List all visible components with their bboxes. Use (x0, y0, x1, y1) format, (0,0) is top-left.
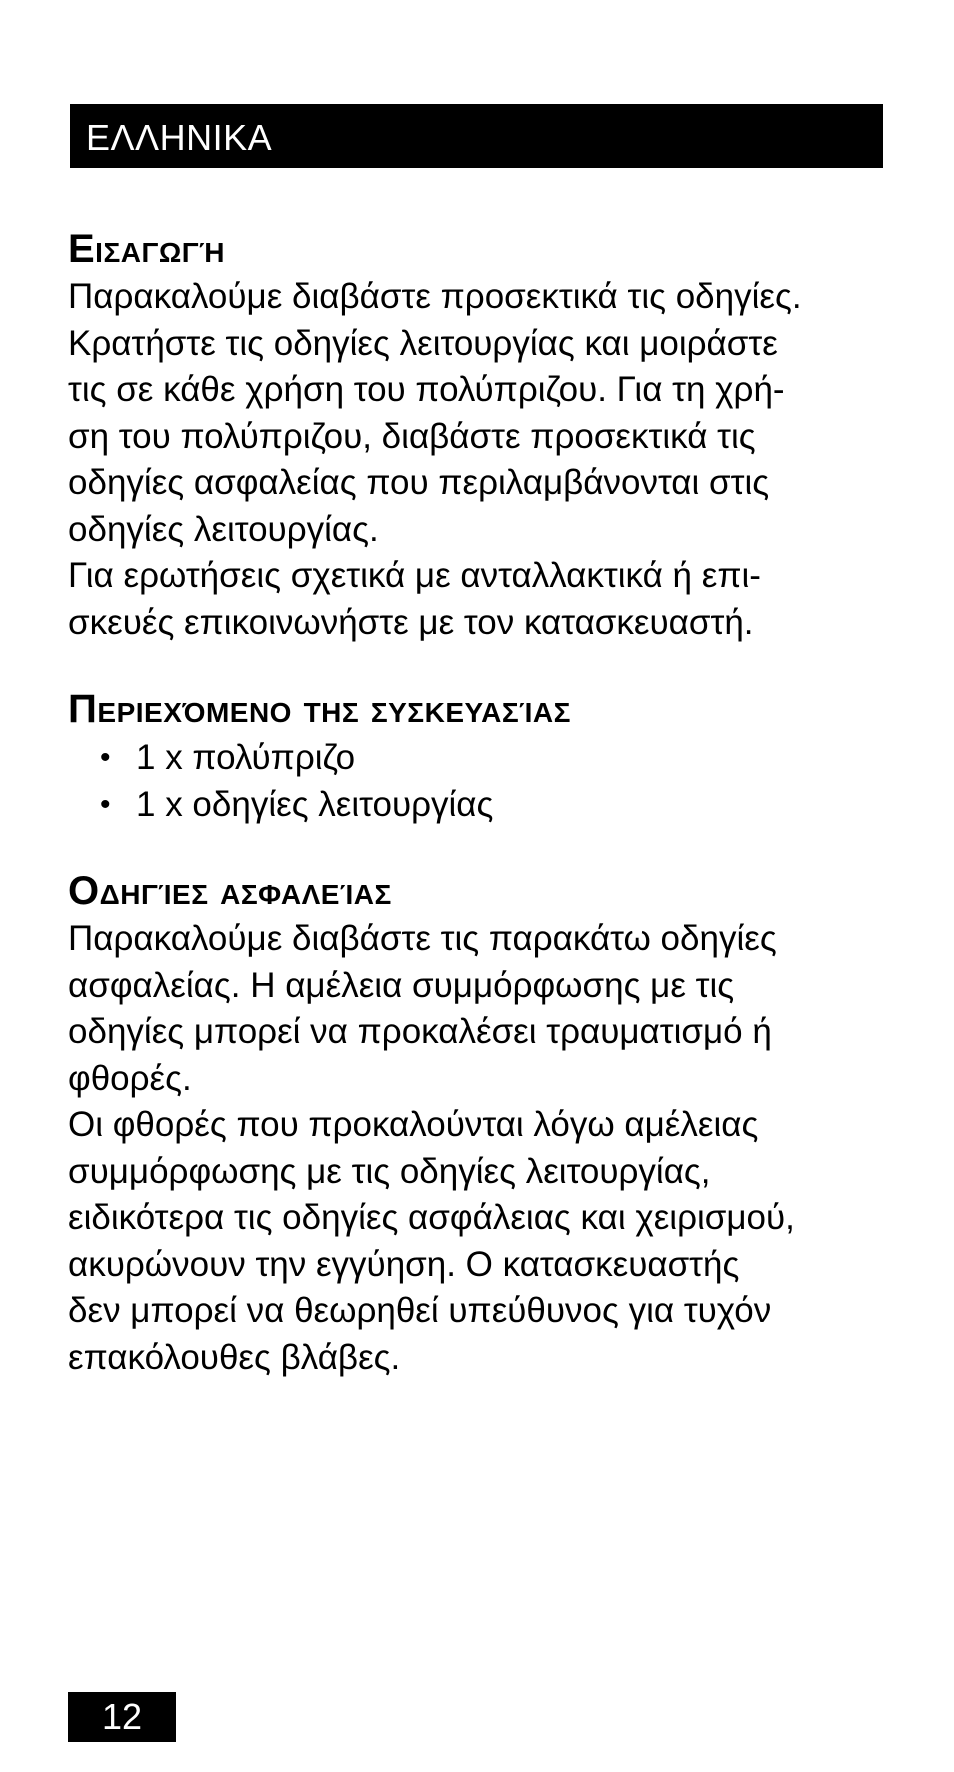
bullet-icon: • (100, 741, 111, 774)
package-contents-section (68, 684, 898, 828)
intro-section (68, 224, 898, 646)
language-label: ΕΛΛΗΝΙΚΑ (86, 117, 273, 158)
package-contents-list (68, 734, 898, 828)
bullet-icon: • (100, 788, 111, 821)
intro-body: Παρακαλούμε διαβάστε προσεκτικά τις οδηγίες. Κρατήστε τις οδηγίες λειτουργίας και μοιράστε τις σε κάθε χρήση του πολύπριζου. Για τη χρή- ση του πολύπριζου, διαβάστε προσεκτικά τις οδηγίες ασφαλείας που περιλαμβάνονται στις οδηγίες λειτουργίας. Για ερωτήσεις σχετικά με ανταλλακτικά ή επι- σκευές επικοινωνήστε με τον κατασκευαστή. (68, 277, 802, 642)
safety-body: Παρακαλούμε διαβάστε τις παρακάτω οδηγίες ασφαλείας. Η αμέλεια συμμόρφωσης με τις οδηγίες μπορεί να προκαλέσει τραυματισμό ή φθορές. Οι φθορές που προκαλούνται λόγω αμέλειας συμμόρφωσης με τις οδηγίες λειτουργίας, ειδικότερα τις οδηγίες ασφάλειας και χειρισμού, ακυρώνουν την εγγύηση. Ο κατασκευαστής δεν μπορεί να θεωρηθεί υπεύθυνος για τυχόν επακόλουθες βλάβες. (68, 919, 795, 1377)
list-item-text: 1 x πολύπριζο (136, 738, 356, 777)
list-item (68, 781, 898, 828)
language-header-bar (70, 104, 883, 168)
safety-section (68, 866, 898, 1381)
intro-heading: Εισαγωγή (68, 227, 225, 271)
document-content (68, 224, 898, 1381)
list-item-text: 1 x οδηγίες λειτουργίας (136, 785, 494, 824)
safety-heading: Οδηγίες ασφαλείας (68, 869, 392, 913)
list-item (68, 734, 898, 781)
package-contents-heading: Περιεχόμενο της συσκευασίας (68, 687, 571, 731)
page-number: 12 (68, 1692, 176, 1742)
